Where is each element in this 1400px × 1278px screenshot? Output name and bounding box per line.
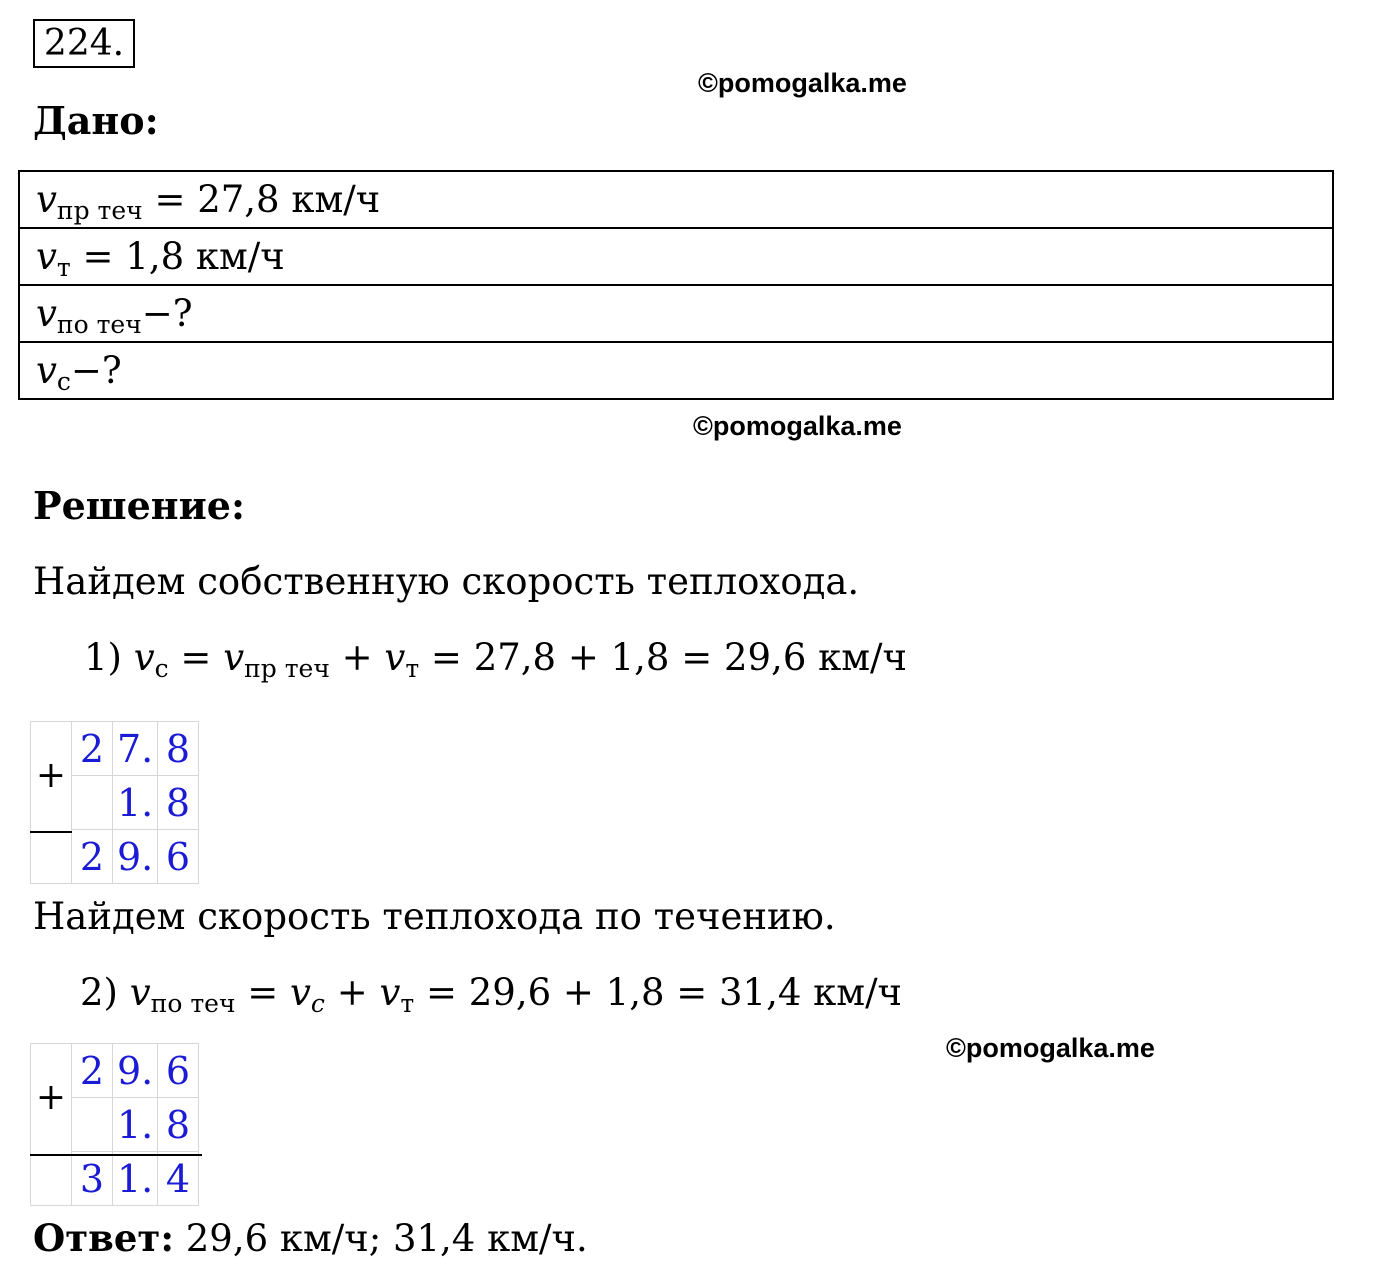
answer: [33, 1216, 588, 1260]
plus-sign: +: [31, 1044, 72, 1152]
empty-cell: [31, 830, 72, 884]
given-cell: $v_{по теч}-$?: [19, 285, 1333, 342]
given-row: [19, 342, 1333, 399]
digit-cell: 2: [72, 1044, 113, 1098]
given-cell: $v_т = 1,8$ км/ч: [19, 228, 1333, 285]
empty-cell: [31, 1152, 72, 1206]
digit-cell: 1.: [113, 1098, 158, 1152]
column-addition-1: [30, 721, 199, 884]
result-digit: 1.: [113, 1152, 158, 1206]
digit-cell: [72, 1098, 113, 1152]
sum-line: [30, 831, 72, 833]
given-row: [19, 171, 1333, 228]
step1-formula: 1) $v_с = v_{пр теч} + v_т = 27,8 + 1,8 = 29,6$ км/ч: [84, 636, 907, 683]
result-digit: 3: [72, 1152, 113, 1206]
result-digit: 2: [72, 830, 113, 884]
watermark: ©pomogalka.me: [693, 411, 902, 441]
plus-sign: +: [31, 722, 72, 830]
digit-cell: 8: [158, 722, 199, 776]
digit-cell: 2: [72, 722, 113, 776]
given-cell: $v_{пр теч} = 27,8$ км/ч: [19, 171, 1333, 228]
result-digit: 9.: [113, 830, 158, 884]
task-number: 224.: [33, 19, 135, 68]
step2-formula: 2) $v_{по теч} = v_c + v_т = 29,6 + 1,8 = 31,4$ км/ч: [80, 971, 902, 1018]
digit-cell: 7.: [113, 722, 158, 776]
digit-cell: 8: [158, 776, 199, 830]
sum-line: [30, 1154, 202, 1156]
result-digit: 6: [158, 830, 199, 884]
solution-heading: Решение:: [33, 483, 245, 528]
result-digit: 4: [158, 1152, 199, 1206]
digit-cell: 6: [158, 1044, 199, 1098]
digit-cell: 8: [158, 1098, 199, 1152]
given-row: [19, 228, 1333, 285]
answer-label: Ответ:: [33, 1216, 174, 1260]
answer-text: 29,6 км/ч; 31,4 км/ч.: [174, 1217, 588, 1260]
given-cell: $v_с-$?: [19, 342, 1333, 399]
given-row: [19, 285, 1333, 342]
watermark: ©pomogalka.me: [698, 68, 907, 98]
step1-text: Найдем собственную скорость теплохода.: [33, 560, 860, 603]
watermark: ©pomogalka.me: [946, 1033, 1155, 1063]
given-table: [18, 170, 1334, 400]
digit-cell: 1.: [113, 776, 158, 830]
column-addition-2: [30, 1043, 199, 1206]
step2-text: Найдем скорость теплохода по течению.: [33, 895, 836, 938]
digit-cell: 9.: [113, 1044, 158, 1098]
digit-cell: [72, 776, 113, 830]
given-heading: Дано:: [33, 98, 159, 143]
